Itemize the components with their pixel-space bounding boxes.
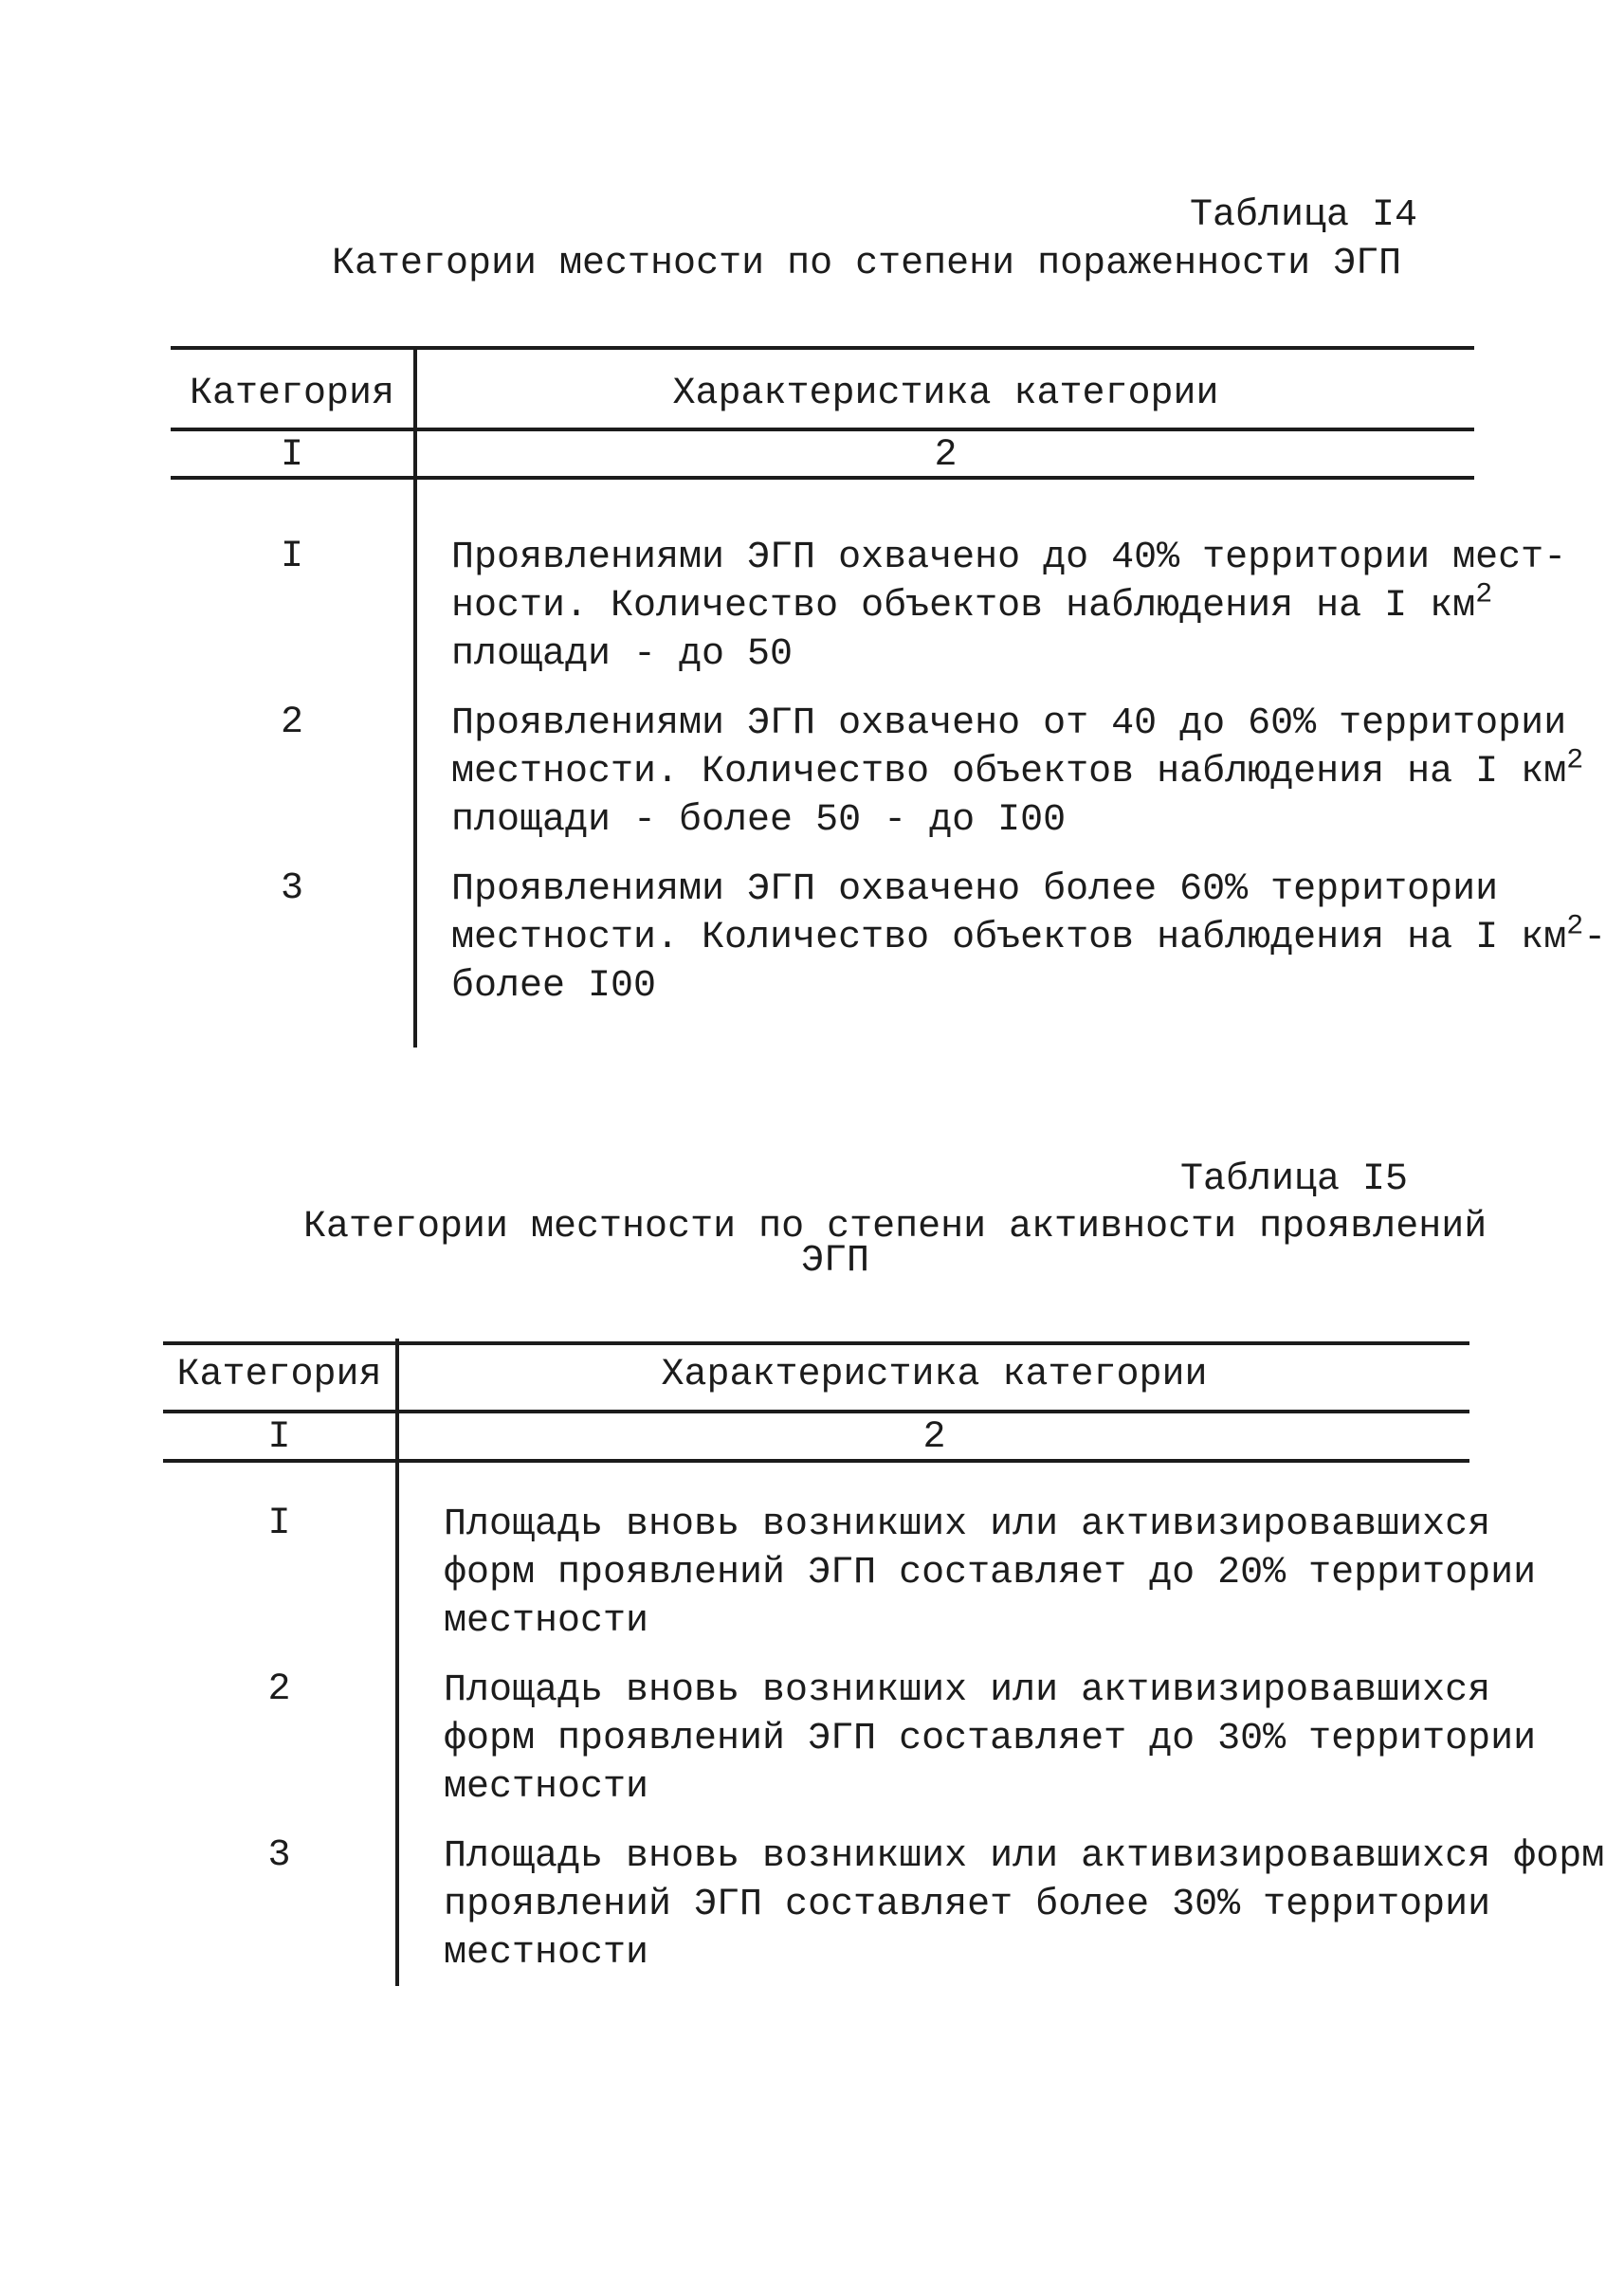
table-14-number: Таблица I4: [1190, 194, 1418, 237]
table-15-header-category: Категория: [176, 1354, 382, 1396]
table-15-row-2-line-1: Площадь вновь возникших или активизировавшихся: [444, 1669, 1491, 1712]
table-14-top-rule: [171, 346, 1474, 350]
table-15-row-3-category: 3: [267, 1834, 291, 1877]
table-15-header-rule: [163, 1410, 1469, 1413]
table-15-number: Таблица I5: [1180, 1158, 1409, 1201]
table-15-row-1-description: [444, 1501, 1536, 1646]
table-15-row-3-line-3: местности: [444, 1932, 649, 1975]
table-14-row-2-line-1: Проявлениями ЭГП охвачено от 40 до 60% территории: [451, 702, 1567, 745]
table-14-colnum-2: 2: [934, 434, 958, 477]
table-15-colnum-2: 2: [922, 1416, 946, 1459]
table-14-colnum-1: I: [280, 434, 303, 477]
table-14-row-1-line-3: площади - до 50: [451, 633, 794, 676]
table-15-row-2-description: [444, 1667, 1536, 1812]
table-15-top-rule: [163, 1341, 1469, 1345]
table-14-header-rule: [171, 428, 1474, 431]
table-14-header-category: Категория: [189, 373, 395, 415]
table-14-row-2-category: 2: [280, 702, 303, 744]
table-14-row-3-line-3: более I00: [451, 965, 657, 1008]
table-14-row-2-line-2: местности. Количество объектов наблюдения на I км: [451, 751, 1567, 793]
table-14-row-3-dash: -: [1583, 917, 1607, 959]
table-14-title: Категории местности по степени пораженности ЭГП: [332, 243, 1402, 285]
table-14-row-3-description: [451, 866, 1606, 1011]
table-15-row-3-line-2: проявлений ЭГП составляет более 30% территории: [444, 1884, 1491, 1926]
table-15-row-3-line-1: Площадь вновь возникших или активизировавшихся форм: [444, 1835, 1605, 1878]
table-15-row-2-line-2: форм проявлений ЭГП составляет до 30% территории: [444, 1718, 1537, 1760]
table-14-header-characteristic: Характеристика категории: [672, 373, 1219, 415]
table-14-row-1-line-1: Проявлениями ЭГП охвачено до 40% территории мест-: [451, 537, 1567, 579]
table-14-row-1-category: I: [280, 536, 303, 578]
table-15-title-line-1: Категории местности по степени активности проявлений: [303, 1206, 1487, 1248]
table-15-header-characteristic: Характеристика категории: [661, 1354, 1208, 1396]
table-15-row-3-description: [444, 1832, 1604, 1977]
table-14-row-3-line-1: Проявлениями ЭГП охвачено более 60% территории: [451, 868, 1499, 911]
table-15-row-1-category: I: [267, 1503, 291, 1545]
table-15-colnum-1: I: [267, 1416, 291, 1459]
table-15-row-2-category: 2: [267, 1668, 291, 1711]
table-14-row-2-description: [451, 700, 1583, 845]
table-14-row-2-superscript: 2: [1566, 744, 1584, 777]
table-14-row-3-category: 3: [280, 867, 303, 910]
table-15-title-line-2: ЭГП: [801, 1240, 870, 1283]
table-14-row-1-superscript: 2: [1475, 578, 1493, 611]
table-15-row-1-line-3: местности: [444, 1600, 649, 1643]
table-14-row-2-line-3: площади - более 50 - до I00: [451, 799, 1067, 842]
table-15-row-1-line-1: Площадь вновь возникших или активизировавшихся: [444, 1503, 1491, 1546]
table-14-row-1-description: [451, 534, 1566, 679]
table-15-row-2-line-3: местности: [444, 1766, 649, 1809]
table-14-row-3-superscript: 2: [1566, 910, 1584, 943]
table-14-row-1-line-2: ности. Количество объектов наблюдения на I км: [451, 585, 1476, 628]
table-15-row-1-line-2: форм проявлений ЭГП составляет до 20% территории: [444, 1552, 1537, 1594]
table-14-row-3-line-2: местности. Количество объектов наблюдения на I км: [451, 917, 1567, 959]
